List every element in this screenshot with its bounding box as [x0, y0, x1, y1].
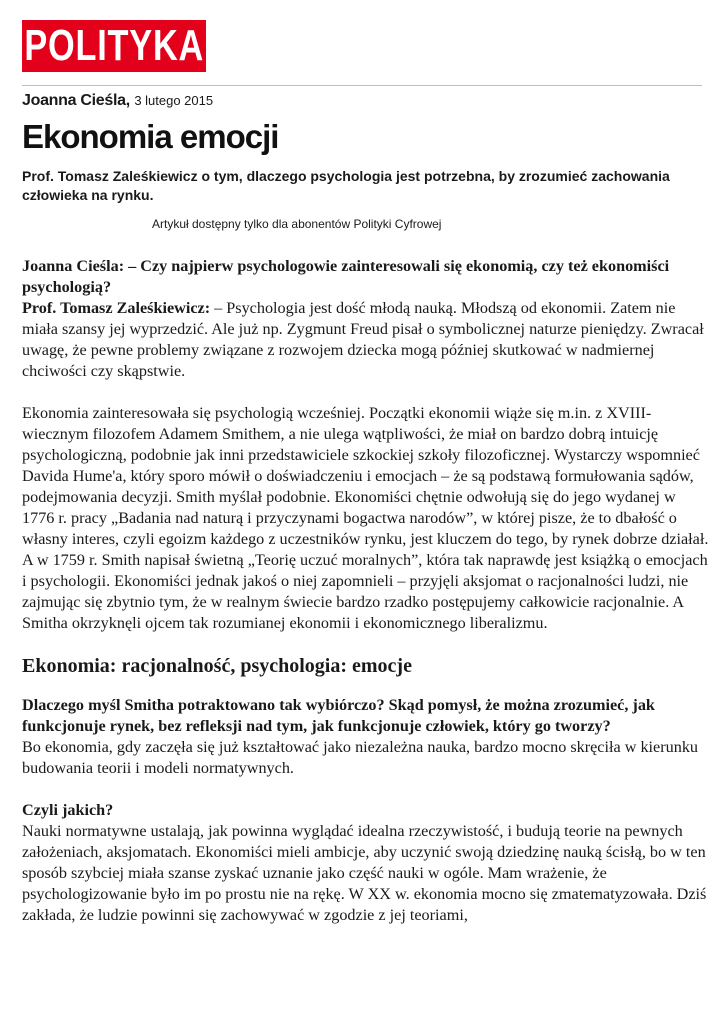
byline-author: Joanna Cieśla, — [22, 92, 130, 109]
byline-date: 3 lutego 2015 — [134, 93, 214, 108]
article-lead: Prof. Tomasz Zaleśkiewicz o tym, dlaczego psychologia jest potrzebna, by zrozumieć zachowania człowieka na rynku. — [22, 168, 670, 203]
interview-question — [22, 256, 712, 298]
answer-text: – Psychologia jest dość młodą nauką. Młodszą od ekonomii. Zatem nie miała szansy jej wyprzedzić. Ale już np. Zygmunt Freud pisał o symbolicznej naturze pieniędzy. Zwracał uwagę, że pewne problemy związane z rozwojem dziecka mogą później skutkować w nadmiernej chciwości czy skąpstwie. — [22, 299, 704, 380]
logo-text: POLITYKA — [24, 21, 204, 70]
question-text: – Czy najpierw psychologowie zainteresowali się ekonomią, czy też ekonomiści psychologią? — [22, 257, 670, 296]
speaker-interviewee: Prof. Tomasz Zaleśkiewicz: — [22, 299, 211, 317]
interview-answer: Nauki normatywne ustalają, jak powinna wyglądać idealna rzeczywistość, i budują teorie na pewnych założeniach, aksjomatach. Ekonomiści mieli ambicje, aby uczynić swoją dziedzinę nauką ścisłą, bo w ten sposób szybciej miała szanse zyskać uznanie jako część nauki w ogóle. Mam wrażenie, że psychologizowanie było im po prostu nie na rękę. W XX w. ekonomia mocno się zmatematyzowała. Dziś zakłada, że ludzie powinni się zachowywać w zgodzie z jej teoriami, — [22, 822, 707, 924]
interview-question: Dlaczego myśl Smitha potraktowano tak wybiórczo? Skąd pomysł, że można zrozumieć, jak funkcjonuje rynek, bez refleksji nad tym, jak funkcjonuje człowiek, który go tworzy? — [22, 696, 655, 735]
interview-question: Czyli jakich? — [22, 801, 114, 819]
speaker-interviewer: Joanna Cieśla: — [22, 257, 125, 275]
paywall-notice: Artykuł dostępny tylko dla abonentów Polityki Cyfrowej — [152, 217, 442, 231]
polityka-logo[interactable] — [22, 20, 206, 72]
section-heading: Ekonomia: racjonalność, psychologia: emocje — [22, 655, 412, 677]
byline — [22, 92, 213, 110]
interview-answer — [22, 298, 712, 382]
article-headline: Ekonomia emocji — [22, 118, 279, 155]
interview-answer: Bo ekonomia, gdy zaczęła się już kształtować jako niezależna nauka, bardzo mocno skręciła w kierunku budowania teorii i modeli normatywnych. — [22, 738, 699, 777]
header-divider — [22, 85, 702, 86]
article-body — [22, 256, 712, 926]
article-paragraph: Ekonomia zainteresowała się psychologią wcześniej. Początki ekonomii wiąże się m.in. z XVIII-wiecznym filozofem Adamem Smithem, a nie ulega wątpliwości, że miał on bardzo dobrą intuicję psychologiczną, podobnie jak inni przedstawiciele szkockiej szkoły filozoficznej. Wystarczy wspomnieć Davida Hume'a, który sporo mówił o doświadczeniu i emocjach – że są podstawą formułowania sądów, podejmowania decyzji. Smith myślał podobnie. Ekonomiści chętnie odwołują się do jego wydanej w 1776 r. pracy „Badania nad naturą i przyczynami bogactwa narodów”, w której pisze, że to dbałość o własny interes, czyli egoizm każdego z uczestników rynku, jest kluczem do tego, by rynek dobrze działał. A w 1759 r. Smith napisał świetną „Teorię uczuć moralnych”, która tak naprawdę jest książką o emocjach i psychologii. Ekonomiści jednak jakoś o niej zapomnieli – przyjęli aksjomat o racjonalności ludzi, nie zajmując się zbytnio tym, że w realnym świecie bardzo rzadko postępujemy całkowicie racjonalnie. A Smitha okrzyknęli ojcem tak rozumianej ekonomii i ekonomicznego liberalizmu. — [22, 404, 709, 632]
